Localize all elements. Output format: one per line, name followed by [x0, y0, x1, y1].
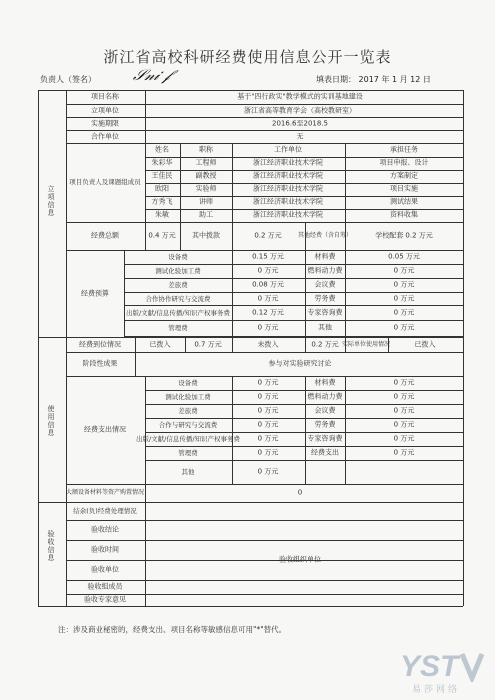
project-unit-label: 立项单位 — [91, 106, 119, 115]
spend-item-label: 合作与研究与交流费 — [158, 420, 218, 429]
assets-value: 0 — [297, 488, 303, 497]
table-rule — [232, 250, 233, 337]
budget-item-label: 其他 — [318, 323, 332, 332]
section-project-info: 立项信息 — [47, 185, 55, 217]
budget-item-label: 专家咨询费 — [307, 308, 343, 316]
member-cell: 测试结果 — [390, 197, 418, 206]
member-cell: 浙江经济职业技术学院 — [253, 158, 323, 167]
assets-label: 大额设备材料等资产购置情况 — [65, 489, 145, 496]
acceptance-members-label: 验收组成员 — [87, 582, 123, 591]
spend-item-label: 经费支出 — [311, 448, 339, 457]
spend-item-label: 差旅费 — [178, 406, 198, 415]
table-rule — [66, 130, 463, 131]
project-unit-value: 浙江省高等教育学会（高校教研室） — [244, 106, 356, 115]
funds-total-value: 0.4 万元 — [148, 231, 176, 240]
budget-item-value: 0 万元 — [393, 323, 415, 332]
spend-item-value: 0 万元 — [393, 448, 415, 457]
table-rule — [345, 376, 346, 484]
not-arrived-value: 0.2 万元 — [311, 340, 339, 349]
spend-item-value: 0 万元 — [257, 392, 279, 401]
member-cell: 实验师 — [195, 184, 217, 193]
budget-item-value: 0 万元 — [393, 294, 415, 302]
arrival-label: 经费到位情况 — [79, 340, 121, 349]
tail-label: 结余(负)经费处理情况 — [73, 506, 137, 515]
svg-text:YST: YST — [400, 650, 459, 682]
budget-item-value: 0.15 万元 — [252, 252, 284, 261]
member-cell: 项目申报、设计 — [379, 158, 429, 167]
table-rule — [66, 222, 463, 223]
table-rule — [145, 143, 463, 144]
table-rule — [232, 222, 233, 250]
project-name-label: 项目名称 — [91, 92, 119, 101]
acceptance-unit-value: 验收组织单位 — [279, 555, 321, 564]
budget-item-value: 0.08 万元 — [252, 280, 284, 289]
table-rule — [305, 376, 306, 484]
budget-item-value: 0 万元 — [257, 266, 279, 275]
table-rule — [232, 376, 233, 484]
table-rule — [66, 484, 463, 485]
table-rule — [232, 337, 233, 352]
results-value: 参与对实验研究讨论 — [268, 359, 332, 368]
funds-total-label: 经费总额 — [91, 231, 119, 240]
counterpart-value: 已拨入 — [414, 340, 436, 349]
member-cell: 浙江经济职业技术学院 — [253, 197, 323, 206]
table-rule — [124, 250, 125, 337]
table-rule — [66, 520, 463, 521]
spend-item-value: 0 万元 — [257, 434, 279, 443]
funds-self-label: 其他经费（含自筹） — [297, 232, 353, 239]
table-rule — [38, 606, 463, 607]
table-rule — [305, 337, 306, 352]
budget-item-label: 差旅费 — [168, 280, 188, 289]
table-rule — [124, 305, 463, 306]
budget-item-label: 出版/文献/信息传播/知识产权事务费 — [125, 308, 231, 317]
members-label: 项目负责人及课题组成员 — [69, 177, 141, 186]
member-cell: 朱敏 — [155, 210, 169, 219]
member-cell: 项目实施 — [390, 184, 418, 193]
responsible-label: 负责人（签名） — [40, 75, 96, 84]
member-header: 工作单位 — [274, 145, 302, 154]
table-rule — [66, 540, 463, 541]
budget-item-label: 会议费 — [314, 280, 336, 289]
funds-split-value: 0.2 万元 — [254, 231, 282, 240]
member-cell: 方案制定 — [390, 171, 418, 180]
table-rule — [124, 320, 463, 321]
watermark-logo — [400, 648, 485, 682]
table-rule — [463, 90, 464, 606]
table-rule — [135, 337, 136, 352]
table-rule — [124, 292, 463, 293]
arrived-value: 0.7 万元 — [194, 340, 222, 349]
budget-item-value: 0 万元 — [257, 323, 279, 332]
budget-item-value: 0 万元 — [393, 280, 415, 289]
spend-item-value: 0 万元 — [393, 406, 415, 415]
project-cooperation-value: 无 — [296, 132, 304, 141]
table-rule — [185, 337, 186, 352]
spend-item-value: 0 万元 — [393, 378, 415, 387]
spend-item-label: 劳务费 — [314, 420, 336, 429]
spend-item-value: 0 万元 — [393, 392, 415, 401]
member-cell: 浙江经济职业技术学院 — [253, 171, 323, 180]
budget-item-value: 0 万元 — [393, 308, 415, 316]
table-rule — [232, 143, 233, 222]
acceptance-opinion-label: 验收专家意见 — [84, 595, 126, 604]
table-rule — [38, 337, 463, 338]
spend-item-label: 出版/文献/信息传播/知识产权事务费 — [135, 434, 241, 443]
spend-item-value: 0 万元 — [257, 406, 279, 415]
spend-item-label: 会议费 — [314, 406, 336, 415]
budget-item-value: 0.05 万元 — [388, 252, 420, 261]
member-cell: 朱彩华 — [151, 158, 173, 167]
budget-item-label: 管理费 — [168, 323, 188, 332]
table-rule — [145, 143, 146, 222]
budget-item-label: 材料费 — [314, 252, 336, 261]
budget-item-label: 合作协作研究与交流费 — [145, 294, 211, 303]
table-rule — [38, 90, 39, 606]
table-rule — [180, 143, 181, 222]
budget-item-label: 燃料动力费 — [307, 266, 343, 275]
member-cell: 欧阳 — [155, 184, 169, 193]
table-rule — [124, 264, 463, 265]
section-acceptance-info: 验收信息 — [47, 530, 55, 562]
spend-item-value: 0 万元 — [393, 420, 415, 429]
budget-item-label: 设备费 — [168, 252, 188, 261]
member-cell: 浙江经济职业技术学院 — [253, 210, 323, 219]
table-rule — [145, 376, 463, 377]
footnote: 注：涉及商业秘密的，经费支出、项目名称等敏感信息可用"*"替代。 — [58, 625, 287, 634]
funds-split-label: 其中拨款 — [192, 231, 220, 240]
spend-item-value: 0 万元 — [257, 420, 279, 429]
table-rule — [145, 376, 146, 484]
spend-item-label: 设备费 — [178, 378, 198, 387]
spend-item-value: 0 万元 — [257, 467, 279, 476]
spend-item-value: 0 万元 — [393, 434, 415, 443]
budget-label: 经费预算 — [81, 289, 109, 298]
project-period-value: 2016.6至2018.5 — [272, 119, 328, 128]
table-rule — [66, 352, 463, 353]
section-usage-info: 使用信息 — [47, 405, 55, 437]
member-header: 承担任务 — [390, 145, 418, 154]
page-title: 浙江省高校科研经费使用信息公开一览表 — [103, 48, 392, 66]
table-rule — [145, 446, 463, 447]
table-rule — [124, 250, 463, 251]
watermark-text: 易莎网络 — [412, 685, 461, 695]
spend-item-value: 0 万元 — [257, 378, 279, 387]
table-rule — [124, 336, 463, 337]
table-rule — [145, 460, 463, 461]
spend-item-value: 0 万元 — [257, 448, 279, 457]
table-rule — [145, 390, 463, 391]
table-rule — [145, 432, 463, 433]
budget-item-label: 测试化验加工费 — [155, 266, 201, 275]
table-rule — [305, 250, 306, 337]
table-rule — [145, 418, 463, 419]
spend-item-label: 测试化验加工费 — [165, 392, 211, 401]
member-cell: 助工 — [199, 210, 213, 219]
budget-item-value: 0 万元 — [257, 294, 279, 302]
budget-item-value: 0.12 万元 — [252, 308, 284, 316]
results-label: 阶段性成果 — [82, 359, 118, 368]
acceptance-result-label: 验收结论 — [91, 525, 119, 534]
spend-label: 经费支出情况 — [84, 425, 126, 434]
table-rule — [66, 580, 463, 581]
table-rule — [145, 222, 146, 250]
table-rule — [66, 104, 463, 105]
table-rule — [66, 502, 463, 503]
table-rule — [145, 484, 146, 502]
table-rule — [345, 250, 346, 337]
acceptance-unit-label: 验收单位 — [91, 565, 119, 574]
table-rule — [135, 352, 136, 376]
project-cooperation-label: 合作单位 — [91, 132, 119, 141]
member-cell: 王佳民 — [151, 171, 173, 180]
spend-item-label: 其他 — [181, 467, 195, 476]
table-rule — [124, 278, 463, 279]
spend-item-label: 燃料动力费 — [307, 392, 343, 401]
project-name-value: 基于"四行政实"教学模式的实训基地建设 — [237, 92, 363, 101]
table-rule — [66, 560, 463, 561]
arrived-label: 已拨入 — [149, 340, 171, 349]
budget-item-value: 0 万元 — [393, 266, 415, 275]
table-rule — [145, 90, 146, 143]
budget-item-label: 劳务费 — [314, 294, 336, 302]
table-rule — [345, 143, 346, 222]
table-rule — [66, 117, 463, 118]
not-arrived-label: 未拨入 — [257, 340, 279, 349]
member-header: 职称 — [199, 145, 213, 154]
member-cell: 方秀飞 — [151, 197, 173, 206]
member-cell: 资料收集 — [390, 210, 418, 219]
table-rule — [145, 404, 463, 405]
member-header: 姓名 — [155, 145, 169, 154]
fill-date: 填表日期： 2017 年 1 月 12 日 — [316, 75, 431, 84]
acceptance-time-label: 验收时间 — [91, 545, 119, 554]
counterpart-label: 实际单位使用情况 — [341, 341, 391, 348]
spend-item-label: 专家咨询费 — [307, 434, 343, 443]
member-cell: 浙江经济职业技术学院 — [253, 184, 323, 193]
table-rule — [66, 90, 67, 606]
project-period-label: 实施期限 — [91, 119, 119, 128]
member-cell: 讲师 — [199, 197, 213, 206]
spend-item-label: 管理费 — [178, 448, 198, 457]
spend-item-label: 材料费 — [314, 378, 336, 387]
table-rule — [66, 90, 463, 91]
table-rule — [180, 222, 181, 250]
funds-self-value: 学校配套 0.2 万元 — [375, 231, 433, 240]
table-rule — [145, 502, 146, 606]
member-cell: 副教授 — [195, 171, 217, 180]
member-cell: 工程师 — [195, 158, 217, 167]
responsible-signature: 𝒮𝓃𝒾 𝒻 — [131, 66, 175, 84]
